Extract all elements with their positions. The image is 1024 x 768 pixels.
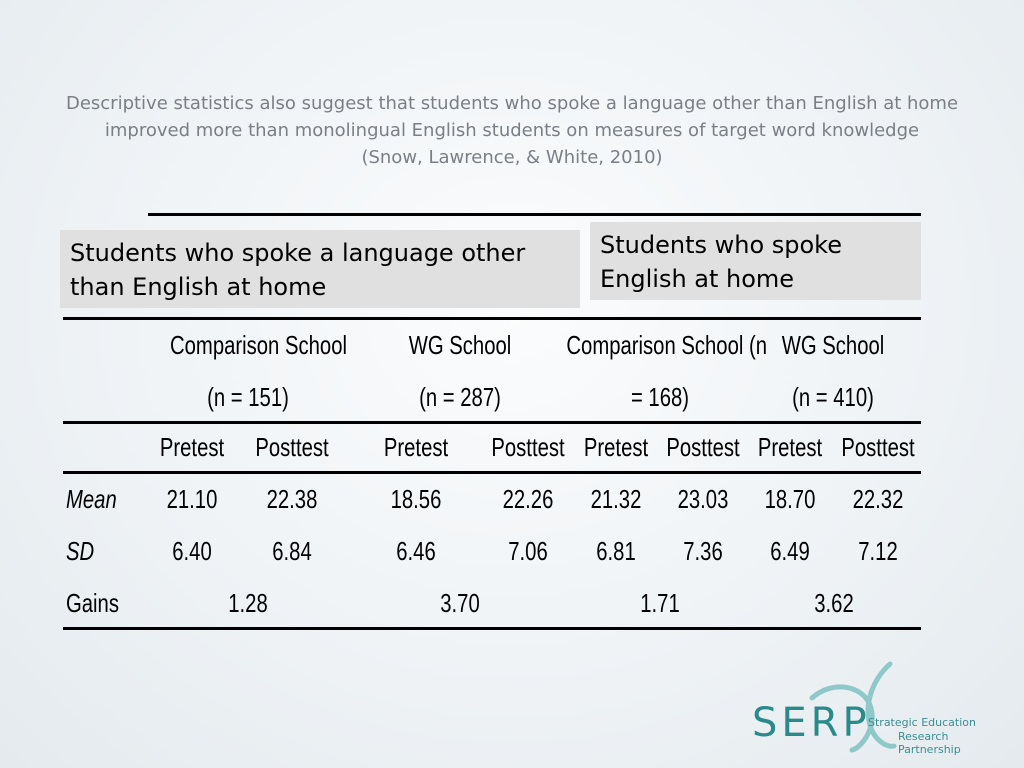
row-label-sd: SD bbox=[66, 536, 95, 566]
table-cell: 22.26 bbox=[502, 484, 554, 514]
table-cell: 22.32 bbox=[852, 484, 904, 514]
title-line-2: improved more than monolingual English students on measures of target word knowledge bbox=[104, 120, 920, 141]
row-label-gains: Gains bbox=[66, 588, 119, 618]
group-header-line: Comparison School bbox=[170, 330, 347, 360]
table-cell: 18.70 bbox=[764, 484, 816, 514]
table-header-rule bbox=[63, 317, 921, 320]
group-header-line: Comparison School (n bbox=[566, 330, 768, 360]
table-cell: 3.62 bbox=[814, 588, 854, 618]
serp-wordmark: SERP bbox=[752, 700, 871, 746]
table-cell: 21.10 bbox=[166, 484, 218, 514]
table-cell: 1.28 bbox=[228, 588, 268, 618]
table-cell: 1.71 bbox=[640, 588, 680, 618]
group-header-comparison-1 bbox=[170, 330, 347, 361]
subheader-pretest: Pretest bbox=[159, 432, 225, 462]
callout-english bbox=[590, 222, 921, 300]
table-cell: 23.03 bbox=[677, 484, 729, 514]
title-line-3: (Snow, Lawrence, & White, 2010) bbox=[361, 147, 663, 168]
subheader-posttest: Posttest bbox=[491, 432, 565, 462]
subheader-pretest: Pretest bbox=[757, 432, 823, 462]
callout-other-language-text: Students who spoke a language other than English at home bbox=[70, 239, 526, 301]
table-cell: 6.40 bbox=[172, 536, 212, 566]
slide-title bbox=[40, 90, 984, 171]
table-cell: 18.56 bbox=[390, 484, 442, 514]
table-cell: 22.38 bbox=[266, 484, 318, 514]
serp-tagline-2: Research Partnership bbox=[898, 730, 961, 756]
table-subheader-rule bbox=[63, 421, 921, 424]
table-cell: 7.12 bbox=[858, 536, 898, 566]
group-header-line: WG School bbox=[781, 330, 885, 360]
group-header-line: (n = 151) bbox=[207, 382, 289, 412]
subheader-posttest: Posttest bbox=[255, 432, 329, 462]
group-header-wg-1-n bbox=[382, 382, 538, 413]
serp-tagline-1: Strategic Education bbox=[868, 716, 976, 729]
group-header-line: = 168) bbox=[630, 382, 690, 412]
table-body-rule bbox=[63, 471, 921, 474]
table-bottom-rule bbox=[63, 627, 921, 630]
table-cell: 6.49 bbox=[770, 536, 810, 566]
callout-english-text: Students who spoke English at home bbox=[600, 231, 842, 293]
table-cell: 6.81 bbox=[596, 536, 636, 566]
subheader-pretest: Pretest bbox=[583, 432, 649, 462]
table-top-rule bbox=[148, 213, 921, 216]
group-header-wg-2-n bbox=[755, 382, 911, 413]
title-line-1: Descriptive statistics also suggest that students who spoke a language other than English at home bbox=[65, 93, 959, 114]
group-header-comparison-2 bbox=[566, 330, 768, 361]
group-header-line: (n = 410) bbox=[792, 382, 874, 412]
table-cell: 3.70 bbox=[440, 588, 480, 618]
group-header-comparison-2-n bbox=[582, 382, 738, 413]
group-header-wg-2 bbox=[755, 330, 911, 361]
table-cell: 21.32 bbox=[590, 484, 642, 514]
group-header-comparison-1-n bbox=[170, 382, 326, 413]
group-header-line: (n = 287) bbox=[419, 382, 501, 412]
table-cell: 7.06 bbox=[508, 536, 548, 566]
table-cell: 7.36 bbox=[683, 536, 723, 566]
group-header-wg-1 bbox=[382, 330, 538, 361]
group-header-line: WG School bbox=[408, 330, 512, 360]
serp-logo bbox=[752, 660, 1012, 755]
table-cell: 6.46 bbox=[396, 536, 436, 566]
subheader-posttest: Posttest bbox=[666, 432, 740, 462]
row-label-mean: Mean bbox=[66, 484, 117, 514]
table-cell: 6.84 bbox=[272, 536, 312, 566]
callout-other-language bbox=[60, 230, 580, 308]
subheader-pretest: Pretest bbox=[383, 432, 449, 462]
subheader-posttest: Posttest bbox=[841, 432, 915, 462]
